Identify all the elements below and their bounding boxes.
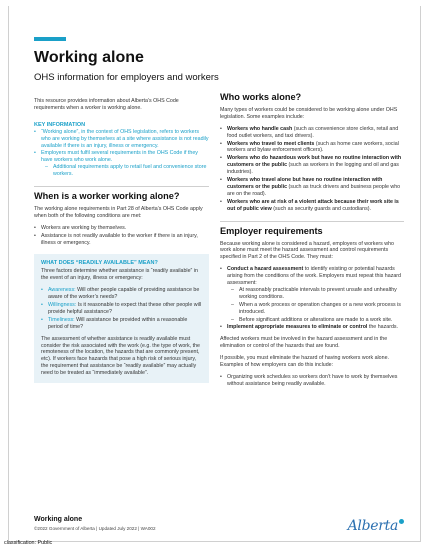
key-info-item: [34, 150, 209, 178]
employer-list-item: [220, 324, 404, 331]
who-list-item: [220, 177, 404, 198]
callout-factor: [41, 317, 202, 331]
when-list-item: • Workers are working by themselves.: [34, 225, 209, 232]
possible-text: If possible, you must eliminate the hazard of having workers work alone. Examples of how employers can do this include:: [220, 355, 389, 369]
employer-list: [220, 266, 404, 331]
key-info-sub-list: [41, 164, 209, 178]
factor-text: Will assistance be provided within a reasonable period of time?: [48, 316, 188, 330]
factor-term: Willingness:: [48, 302, 77, 309]
who-item-bold: Workers who do hazardous work but have no routine interaction with customers or the public: [227, 155, 402, 169]
employer-sub-item: – When a work process or operation changes or a new work process is introduced.: [227, 302, 404, 316]
footer-meta: ©2022 Government of Alberta | Updated July 2022 | WA002: [34, 526, 156, 531]
footer-title: Working alone: [34, 516, 83, 523]
key-info-heading: KEY INFORMATION: [34, 121, 86, 128]
employer-heading: Employer requirements: [220, 225, 323, 236]
possible-list-item: • Organizing work schedules so workers don’t have to work by themselves without assistance being readily available.: [220, 374, 404, 388]
logo-mark-icon: [399, 519, 404, 524]
who-item-rest: (such as convenience store clerks, retail and food outlet workers, and taxi drivers).: [227, 125, 399, 139]
when-list: [34, 225, 209, 247]
employer-text: Because working alone is considered a hazard, employers of workers who work alone must meet the hazard assessment and control requirements specified in Part 2 of the OHS Code. They must:: [220, 240, 395, 261]
employer-item-rest: the hazards.: [367, 324, 399, 331]
page-footer: [34, 516, 404, 534]
employer-item-bold: Implement appropriate measures to eliminate or control: [227, 324, 368, 331]
callout-factor-list: [41, 287, 202, 330]
who-item-rest: (such as home care workers, social workers and bylaw enforcement officers).: [227, 140, 399, 154]
who-heading: Who works alone?: [220, 92, 302, 102]
callout-heading: WHAT DOES “READILY AVAILABLE” MEAN?: [41, 259, 158, 266]
classification-label: classification: Public: [4, 540, 53, 546]
left-column: [34, 98, 209, 383]
who-text: Many types of workers could be considered to be working alone under OHS legislation. Some examples include:: [220, 106, 398, 120]
logo-text: Alberta: [347, 518, 398, 534]
section-divider: [220, 221, 404, 222]
who-item-rest: (such as truck drivers and business people who are on the road).: [227, 183, 401, 197]
employer-sub-list: [227, 287, 404, 324]
callout-intro: Three factors determine whether assistance is “readily available” in the event of an injury, illness or emergency:: [41, 268, 198, 282]
who-list-item: [220, 155, 404, 176]
callout-factor: [41, 287, 202, 301]
who-list-item: [220, 141, 404, 155]
employer-item-rest: to identify existing or potential hazards arising from the conditions of the work. Employers must repeat this hazard assessment:: [227, 266, 401, 287]
page-title: Working alone: [34, 49, 144, 66]
employer-list-item: [220, 266, 404, 323]
who-list-item: [220, 126, 404, 140]
callout-factor: [41, 302, 202, 316]
possible-list: [220, 374, 404, 388]
key-info-list: [34, 129, 209, 178]
employer-sub-item: – At reasonably practicable intervals to prevent unsafe and unhealthy working conditions.: [227, 287, 404, 301]
when-heading: When is a worker working alone?: [34, 191, 180, 202]
who-list: [220, 126, 404, 213]
factor-text: Will other people capable of providing assistance be aware of the worker’s needs?: [48, 287, 200, 301]
who-item-bold: Workers who handle cash: [227, 125, 293, 132]
factor-text: Is it reasonable to expect that these other people will provide helpful assistance?: [48, 302, 202, 315]
right-column: [220, 94, 404, 389]
affected-text: Affected workers must be involved in the hazard assessment and in the elimination or control of the hazards that are found.: [220, 336, 388, 350]
who-item-bold: Workers who travel alone but have no routine interaction with customers or the public: [227, 177, 383, 190]
alberta-logo: [348, 518, 404, 534]
who-list-item: [220, 199, 404, 213]
section-divider: [34, 186, 209, 187]
employer-item-bold: Conduct a hazard assessment: [227, 266, 304, 273]
key-info-item: • “Working alone”, in the context of OHS legislation, refers to workers who are working by themselves at a site where assistance is not readily available if there is an injury, illness or emergency.: [34, 129, 209, 150]
readily-available-callout: [34, 254, 209, 384]
key-info-item-text: Employers must fulfil several requirements in the OHS Code if they have workers who work alone.: [41, 150, 198, 164]
when-text: The working alone requirements in Part 28 of Alberta’s OHS Code apply when both of the following conditions are met:: [34, 205, 203, 219]
when-list-item: • Assistance is not readily available to the worker if there is an injury, illness or emergency.: [34, 233, 209, 247]
who-item-bold: Workers who are at risk of a violent attack because their work site is out of public view: [227, 198, 399, 212]
key-info-sub-item: – Additional requirements apply to retail fuel and convenience store workers.: [41, 164, 209, 178]
page-subtitle: OHS information for employers and workers: [34, 72, 219, 83]
who-item-rest: (such as workers in the logging and oil and gas industries).: [227, 162, 399, 176]
accent-bar: [34, 37, 66, 41]
employer-sub-item: – Before significant additions or alterations are made to a work site.: [227, 317, 404, 324]
factor-term: Timeliness:: [48, 316, 75, 323]
callout-closing: The assessment of whether assistance is readily available must consider the risk associated with the work (e.g. the type of work, the remoteness of the location, the hazards that are commonly present, etc). If workers face hazards that pose a high risk of serious injury, the requirement that assistance be “readily available” may actually need to be treated as “immediately available”.: [41, 335, 200, 377]
intro-text: This resource provides information about Alberta’s OHS Code requirements when a worker is working alone.: [34, 98, 179, 111]
factor-term: Awareness:: [48, 287, 76, 294]
who-item-bold: Workers who travel to meet clients: [227, 140, 315, 147]
document-page: [8, 6, 421, 542]
who-item-rest: (such as security guards and custodians).: [271, 205, 371, 212]
